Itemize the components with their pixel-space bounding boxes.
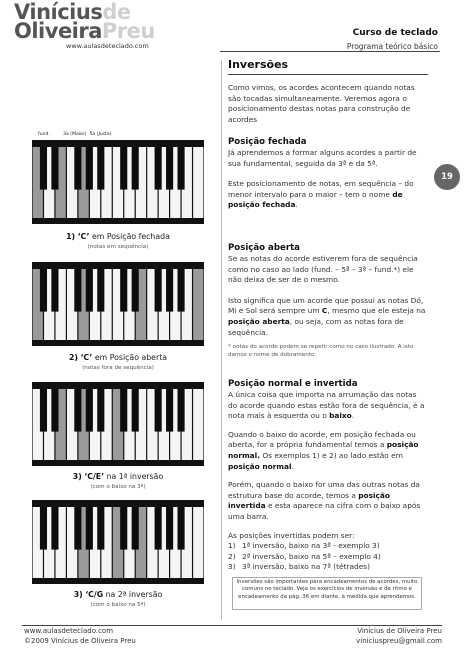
footer-copyright: ©2009 Vinícius de Oliveira Preu (24, 637, 136, 645)
black-key (166, 269, 173, 312)
black-key (97, 147, 104, 190)
figure-4-caption: 3) ‘C/G na 2ª inversão (73, 590, 163, 599)
keyboard-figure-3 (32, 382, 204, 466)
black-key (86, 269, 93, 312)
list-item: 2) 2ª inversão, baixo na 5ª – exemplo 4) (228, 551, 381, 561)
footer-email-link[interactable]: viniciuspreu@gmail.com (356, 637, 442, 645)
figure-3-caption: 3) ‘C/E’ na 1ª inversão (72, 472, 164, 481)
open-footnote: * notas do acorde podem se repetir como no caso ilustrado. A isto damos o nome de dobramento. (228, 344, 414, 358)
black-key (155, 147, 162, 190)
black-key (40, 389, 47, 432)
keyboard-svg (32, 500, 204, 584)
black-key (40, 507, 47, 550)
keyboard-note-labels (38, 132, 112, 137)
list-item: 3) 3ª inversão, baixo na 7ª (tétrades) (228, 562, 370, 572)
white-key (193, 269, 203, 340)
page-number-badge: 19 (434, 164, 460, 190)
black-key (166, 389, 173, 432)
black-key (51, 269, 58, 312)
course-subtitle: Programa teórico básico (346, 42, 438, 51)
figure-4-subcaption: (com o baixo na 5ª) (90, 602, 146, 608)
inversions-paragraph-3: Porém, quando o baixo for uma das outras notas da estrutura base do acorde, temos a posição invertida e esta aparece na cifra com o baixo após uma barra. (228, 480, 421, 521)
section-open (228, 242, 428, 359)
black-key (166, 507, 173, 550)
black-key (74, 269, 81, 312)
label-third: 3a (Maior) (62, 132, 87, 137)
black-key (166, 147, 173, 190)
open-paragraph-1: Se as notas do acorde estiverem fora de sequência como no caso ao lado (fund. – 5ª – 3ª – fund.*) ele não deixa de ser de o mesmo. (228, 254, 418, 285)
white-key (193, 507, 203, 578)
black-key (74, 507, 81, 550)
black-key (74, 389, 81, 432)
black-key (155, 389, 162, 432)
section-inversoes (228, 58, 428, 125)
tip-note-box: Inversões são importantes para encadeamentos de acordes, muito comuns no teclado. Veja os exercícios de inversão e de ritmo e encadeamento da pág. 36 em diante, à medida que aprendemos. (232, 577, 422, 610)
logo-word-vinicius: Vinícius (14, 0, 103, 24)
black-key (155, 507, 162, 550)
title-rule (228, 74, 428, 75)
label-fundamental: fund. (38, 132, 50, 137)
inversions-paragraph-1: A única coisa que importa na arrumação das notas do acorde quando estas estão fora de sequência, é a nota mais à esquerda ou o baixo. (228, 390, 425, 421)
figure-1-caption: 1) ‘C’ em Posição fechada (66, 232, 170, 241)
black-key (178, 269, 185, 312)
inversions-heading: Posição normal e invertida (228, 379, 358, 389)
black-key (97, 269, 104, 312)
keyboard-svg (32, 382, 204, 466)
figure-2-subcaption: (notas fora de sequência) (82, 365, 154, 371)
open-heading: Posição aberta (228, 243, 300, 253)
logo-line-2 (14, 21, 155, 42)
figure-3-subcaption: (com o baixo na 3ª) (90, 484, 146, 490)
closed-heading: Posição fechada (228, 137, 307, 147)
footer-website-link[interactable]: www.aulasdeteclado.com (24, 627, 114, 635)
white-key (193, 147, 203, 218)
inversions-list-intro: As posições invertidas podem ser: (228, 530, 355, 540)
intro-paragraph: Como vimos, os acordes acontecem quando notas são tocadas simultaneamente. Veremos agora o posicionamento destas notas para construção de acordes (228, 83, 415, 124)
black-key (120, 507, 127, 550)
black-key (132, 507, 139, 550)
keyboard-figure-4 (32, 500, 204, 584)
black-key (120, 269, 127, 312)
keyboard-svg (32, 140, 204, 224)
closed-paragraph-1: Já aprendemos a formar alguns acordes a partir de sua fundamental, seguida da 3ª e da 5ª. (228, 148, 417, 168)
course-title: Curso de teclado (352, 28, 438, 38)
black-key (86, 389, 93, 432)
black-key (97, 389, 104, 432)
black-key (86, 147, 93, 190)
logo-word-preu: Preu (101, 19, 155, 43)
figure-2-caption: 2) ‘C’ em Posição aberta (68, 353, 168, 362)
black-key (74, 147, 81, 190)
black-key (97, 507, 104, 550)
open-paragraph-2: Isto significa que um acorde que possui as notas Dó, Mi e Sol será sempre um C, mesmo que ele esteja na posição aberta, ou seja, com as notas fora de sequência. (228, 295, 426, 337)
logo-word-de: de (102, 0, 131, 24)
section-closed (228, 136, 428, 211)
header-divider (220, 51, 440, 52)
white-key (193, 389, 203, 460)
black-key (120, 389, 127, 432)
black-key (120, 147, 127, 190)
keyboard-svg (32, 262, 204, 346)
black-key (178, 147, 185, 190)
column-divider (221, 60, 222, 620)
inversions-paragraph-2: Quando o baixo do acorde, em posição fechada ou aberta, for a própria fundamental temos a posição normal. Os exemplos 1) e 2) ao lado estão em posição normal. (228, 429, 419, 471)
black-key (178, 389, 185, 432)
black-key (51, 507, 58, 550)
inversions-list (228, 541, 428, 573)
black-key (132, 269, 139, 312)
black-key (40, 269, 47, 312)
keyboard-figure-2 (32, 262, 204, 346)
black-key (155, 269, 162, 312)
closed-paragraph-2: Este posicionamento de notas, em sequência – do menor intervalo para o maior – tem o nome de posição fechada. (228, 179, 414, 210)
black-key (132, 389, 139, 432)
black-key (51, 389, 58, 432)
black-key (51, 147, 58, 190)
black-key (40, 147, 47, 190)
label-fifth: 5a (Justa) (89, 132, 112, 137)
figure-1-subcaption: (notas em sequência) (87, 244, 149, 250)
footer-divider (22, 625, 442, 626)
black-key (132, 147, 139, 190)
black-key (86, 507, 93, 550)
footer-author: Vinícius de Oliveira Preu (357, 627, 442, 635)
list-item: 1) 1ª inversão, baixo na 3ª - exemplo 3) (228, 541, 380, 551)
section-title: Inversões (228, 58, 289, 71)
keyboard-figure-1 (32, 140, 204, 224)
logo-word-oliveira: Oliveira (14, 19, 102, 43)
logo-url: www.aulasdeteclado.com (66, 42, 149, 50)
section-inversions (228, 378, 428, 573)
black-key (178, 507, 185, 550)
